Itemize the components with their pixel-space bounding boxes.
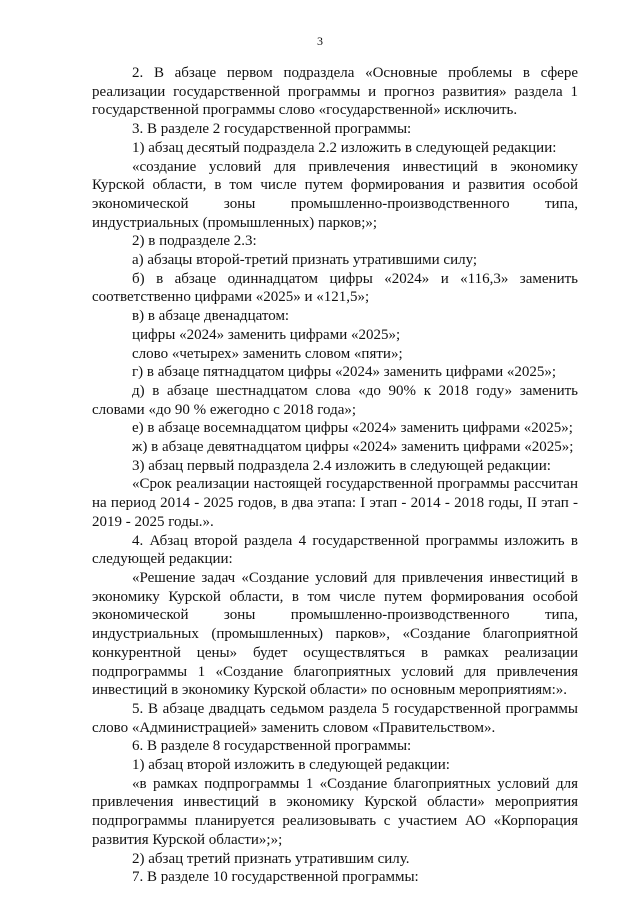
paragraph: а) абзацы второй-третий признать утратившими силу; xyxy=(132,252,478,269)
paragraph: 2) в подразделе 2.3: xyxy=(132,233,257,250)
page-number: 3 xyxy=(317,34,323,48)
paragraph: цифры «2024» заменить цифрами «2025»; xyxy=(132,326,401,343)
paragraph: «создание условий для привлечения инвестиций в экономику Курской области, в том числе путем формирования и развития особой экономической зоны промышленно-производственного типа, индустриальных (промышленных) парков;»; xyxy=(92,158,578,231)
paragraph: 7. В разделе 10 государственной программы: xyxy=(132,869,419,886)
paragraph: «в рамках подпрограммы 1 «Создание благоприятных условий для привлечения инвестиций в экономику Курской области» мероприятия подпрограммы планируется реализовывать с участием АО «Корпорация развития Курской области»;»; xyxy=(92,775,578,848)
paragraph: 3) абзац первый подраздела 2.4 изложить в следующей редакции: xyxy=(132,457,551,474)
paragraph: д) в абзаце шестнадцатом слова «до 90% к 2018 году» заменить словами «до 90 % ежегодно с 2018 года»; xyxy=(92,382,578,418)
paragraph: 5. В абзаце двадцать седьмом раздела 5 государственной программы слово «Администрацией» заменить словом «Правительством». xyxy=(92,700,578,736)
document-body xyxy=(92,64,578,887)
paragraph: г) в абзаце пятнадцатом цифры «2024» заменить цифрами «2025»; xyxy=(132,364,557,381)
paragraph: ж) в абзаце девятнадцатом цифры «2024» заменить цифрами «2025»; xyxy=(132,439,574,456)
paragraph: е) в абзаце восемнадцатом цифры «2024» заменить цифрами «2025»; xyxy=(132,420,573,437)
paragraph: слово «четырех» заменить словом «пяти»; xyxy=(132,345,403,362)
paragraph: 6. В разделе 8 государственной программы: xyxy=(132,738,412,755)
paragraph: «Срок реализации настоящей государственной программы рассчитан на период 2014 - 2025 годов, в два этапа: I этап - 2014 - 2018 годы, II этап - 2019 - 2025 годы.». xyxy=(92,476,578,530)
paragraph: 3. В разделе 2 государственной программы: xyxy=(132,121,412,138)
paragraph: 1) абзац десятый подраздела 2.2 изложить в следующей редакции: xyxy=(132,139,557,156)
paragraph: 2. В абзаце первом подраздела «Основные проблемы в сфере реализации государственной программы и прогноз развития» раздела 1 государственной программы слово «государственной» исключить. xyxy=(92,65,578,119)
paragraph: б) в абзаце одиннадцатом цифры «2024» и «116,3» заменить соответственно цифрами «2025» и «121,5»; xyxy=(92,270,578,306)
paragraph: в) в абзаце двенадцатом: xyxy=(132,308,290,325)
paragraph: «Решение задач «Создание условий для привлечения инвестиций в экономику Курской области, в том числе путем формирования особой экономической зоны промышленно-производственного типа, индустриальных (промышленных) парков», «Создание благоприятной конкурентной цены» будет осуществляться в рамках реализации подпрограммы 1 «Создание благоприятных условий для привлечения инвестиций в экономику Курской области» по основным мероприятиям:». xyxy=(92,569,578,699)
paragraph: 2) абзац третий признать утратившим силу. xyxy=(132,850,410,867)
paragraph: 1) абзац второй изложить в следующей редакции: xyxy=(132,757,450,774)
paragraph: 4. Абзац второй раздела 4 государственной программы изложить в следующей редакции: xyxy=(92,532,578,568)
